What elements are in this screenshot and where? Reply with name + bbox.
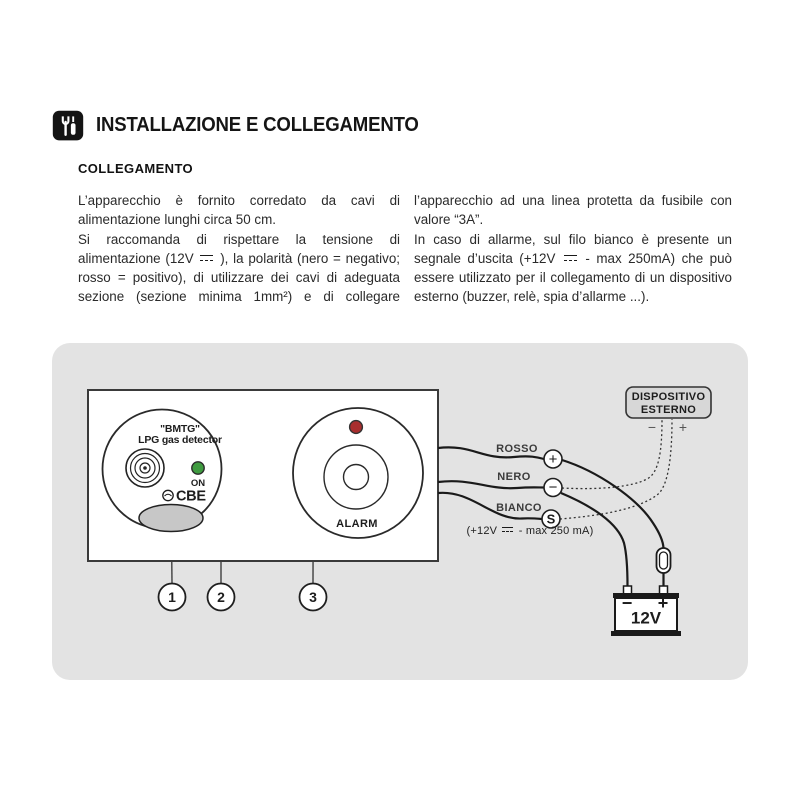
battery-minus-label: − [621, 593, 633, 613]
page-title: INSTALLAZIONE E COLLEGAMENTO [96, 114, 419, 136]
alarm-label: ALARM [336, 518, 378, 530]
terminal-minus [544, 479, 562, 497]
paragraph-line: segnale d’uscita (+12V - max 250mA) che può [414, 250, 732, 266]
text-column-left [78, 191, 400, 307]
dc-current-symbol [563, 254, 578, 264]
brand-logo-text: CBE [176, 488, 206, 505]
svg-text:3: 3 [309, 589, 317, 605]
svg-text:S: S [546, 511, 556, 527]
svg-text:−: − [548, 479, 558, 496]
battery-plus-label: + [657, 593, 669, 613]
callout-1 [159, 584, 186, 611]
paragraph-line: Si raccomanda di rispettare la tensione di [78, 231, 400, 247]
svg-text:2: 2 [217, 589, 225, 605]
fuse-icon [657, 548, 671, 573]
battery-voltage-label: 12V [630, 608, 662, 628]
wiring-diagram [52, 343, 748, 680]
device-model-label: "BMTG" [160, 423, 200, 435]
external-device-plus: + [678, 419, 688, 435]
alarm-led [350, 421, 363, 434]
callout-2 [208, 584, 235, 611]
paragraph-line: sezione (sezione minima 1mm²) e di collegare [78, 289, 400, 305]
wire-label-rosso: ROSSO [496, 443, 538, 455]
paragraph-line: In caso di allarme, sul filo bianco è presente un [414, 231, 732, 247]
section-heading: COLLEGAMENTO [78, 161, 194, 176]
paragraph-line: alimentazione lunghi circa 50 cm. [78, 212, 276, 228]
external-device-minus: − [647, 419, 657, 435]
dc-current-symbol [501, 526, 514, 535]
paragraph-line: valore “3A”. [414, 212, 484, 228]
paragraph-line: esterno (buzzer, relè, spia d’allarme ...). [414, 289, 650, 305]
paragraph-line: essere utilizzato per il collegamento di un dispositivo [414, 270, 732, 286]
signal-output-caption: (+12V - max 250 mA) [466, 525, 594, 537]
paragraph-line: alimentazione (12V ), la polarità (nero = negativo; [78, 250, 400, 266]
wire-label-nero: NERO [497, 471, 531, 483]
external-device-box [626, 387, 711, 435]
external-device-line1: DISPOSITIVO [631, 391, 706, 403]
svg-text:1: 1 [168, 589, 176, 605]
svg-text:+: + [548, 451, 558, 468]
external-device-line2: ESTERNO [640, 404, 697, 416]
paragraph-line: L’apparecchio è fornito corredato da cavi di [78, 193, 400, 208]
paragraph-line: rosso = positivo), di utilizzare dei cavi di adeguata [78, 270, 400, 286]
terminal-plus [544, 450, 562, 468]
tools-icon [51, 110, 85, 142]
wiring-diagram-panel [52, 343, 748, 680]
paragraph-line: l’apparecchio ad una linea protetta da fusibile con [414, 193, 732, 208]
callout-3 [300, 584, 327, 611]
device-type-label: LPG gas detector [138, 434, 222, 446]
wire-minus-to-battery [561, 493, 628, 586]
buzzer-window [139, 505, 203, 532]
on-led-label: ON [190, 478, 206, 489]
text-column-right [414, 191, 732, 307]
battery [611, 586, 681, 636]
on-led [192, 462, 204, 474]
wire-label-bianco: BIANCO [496, 502, 542, 514]
dc-current-symbol [199, 254, 214, 264]
